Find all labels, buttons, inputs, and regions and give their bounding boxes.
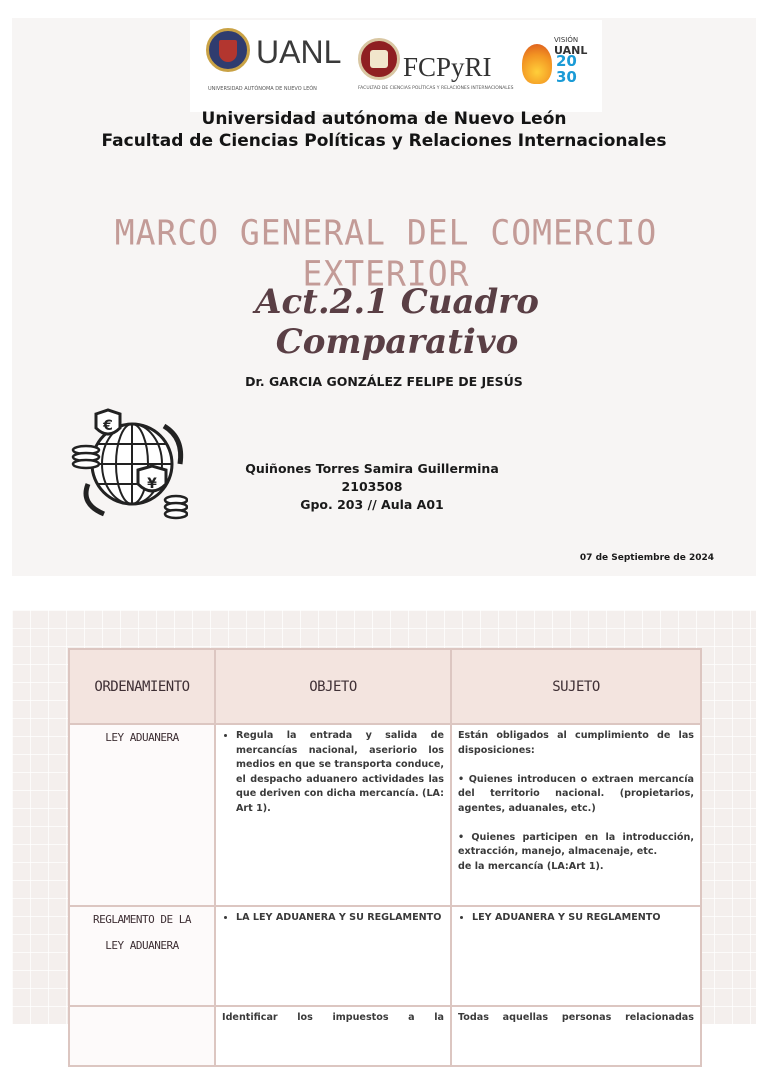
row-name-text: LEY ADUANERA bbox=[105, 731, 179, 744]
fcpyri-seal-icon bbox=[358, 38, 400, 80]
sujeto-paragraph: de la mercancía (LA:Art 1). bbox=[458, 860, 604, 872]
objeto-cell bbox=[215, 1006, 451, 1066]
objeto-cell bbox=[215, 724, 451, 906]
sujeto-paragraph: • Quienes introducen o extraen mercancía del territorio nacional. (propietarios, agentes, aduanales, etc.) bbox=[458, 773, 694, 814]
student-info bbox=[222, 460, 522, 514]
table-row bbox=[69, 724, 701, 906]
group-classroom: Gpo. 203 // Aula A01 bbox=[300, 497, 444, 512]
row-name-text: REGLAMENTO DE LA bbox=[93, 913, 191, 926]
header-objeto: OBJETO bbox=[215, 649, 451, 724]
document-date: 07 de Septiembre de 2024 bbox=[579, 553, 714, 563]
svg-text:€: € bbox=[103, 418, 113, 434]
comparison-table bbox=[68, 648, 702, 1067]
list-item: • LEY ADUANERA Y SU REGLAMENTO bbox=[472, 911, 694, 926]
logos-banner bbox=[190, 20, 602, 112]
sujeto-cell bbox=[451, 724, 701, 906]
row-name bbox=[69, 724, 215, 906]
vision-20: 20 bbox=[556, 52, 577, 70]
uanl-logo-text: UANL bbox=[256, 34, 342, 70]
fcpyri-logo-text: FCPyRI bbox=[403, 52, 492, 82]
vision-uanl: UANL bbox=[554, 44, 588, 57]
list-item: • Regula la entrada y salida de mercancías nacional, aseriorio los medios en que se transporta conduce, el despacho aduanero actividades las que deriven con dicha mercancía. (LA: Art 1). bbox=[236, 729, 444, 816]
uanl-seal-icon bbox=[206, 28, 250, 72]
table-header-row bbox=[69, 649, 701, 724]
row-name bbox=[69, 1006, 215, 1066]
objeto-cell bbox=[215, 906, 451, 1006]
header-sujeto: SUJETO bbox=[451, 649, 701, 724]
objeto-text: Identificar los impuestos a la bbox=[222, 1012, 444, 1023]
header-ordenamiento: ORDENAMIENTO bbox=[69, 649, 215, 724]
table-row bbox=[69, 906, 701, 1006]
cover-page bbox=[12, 18, 756, 576]
sujeto-text: Todas aquellas personas relacionadas bbox=[458, 1012, 694, 1023]
globe-currency-icon bbox=[68, 404, 188, 524]
teacher-name: Dr. GARCIA GONZÁLEZ FELIPE DE JESÚS bbox=[245, 374, 523, 389]
student-name: Quiñones Torres Samira Guillermina bbox=[245, 461, 499, 476]
vision-30: 30 bbox=[556, 68, 577, 86]
sujeto-cell bbox=[451, 906, 701, 1006]
fcpyri-logo-subtext: FACULTAD DE CIENCIAS POLÍTICAS Y RELACIONES INTERNACIONALES bbox=[358, 86, 514, 91]
sujeto-paragraph: • Quienes participen en la introducción, extracción, manejo, almacenaje, etc. bbox=[458, 831, 694, 857]
sujeto-intro: Están obligados al cumplimiento de las disposiciones: bbox=[458, 730, 694, 756]
student-id: 2103508 bbox=[341, 479, 403, 494]
sujeto-cell bbox=[451, 1006, 701, 1066]
comparison-page bbox=[12, 610, 756, 1024]
institution-heading bbox=[12, 108, 756, 152]
university-name: Universidad autónoma de Nuevo León bbox=[201, 109, 567, 129]
row-name bbox=[69, 906, 215, 1006]
uanl-logo-subtext: UNIVERSIDAD AUTÓNOMA DE NUEVO LEÓN bbox=[208, 86, 317, 92]
row-name-text: LEY ADUANERA bbox=[105, 939, 179, 952]
list-item: • LA LEY ADUANERA Y SU REGLAMENTO bbox=[236, 911, 444, 926]
document-title: MARCO GENERAL DEL COMERCIO EXTERIOR bbox=[114, 212, 658, 294]
flame-icon bbox=[522, 44, 552, 84]
activity-subtitle: Act.2.1 Cuadro Comparativo bbox=[255, 282, 539, 362]
faculty-name: Facultad de Ciencias Políticas y Relaciones Internacionales bbox=[101, 131, 667, 151]
svg-text:¥: ¥ bbox=[147, 476, 157, 492]
table-row bbox=[69, 1006, 701, 1066]
vision-2030-logo bbox=[520, 32, 590, 102]
vision-label: VISIÓN bbox=[554, 36, 579, 44]
